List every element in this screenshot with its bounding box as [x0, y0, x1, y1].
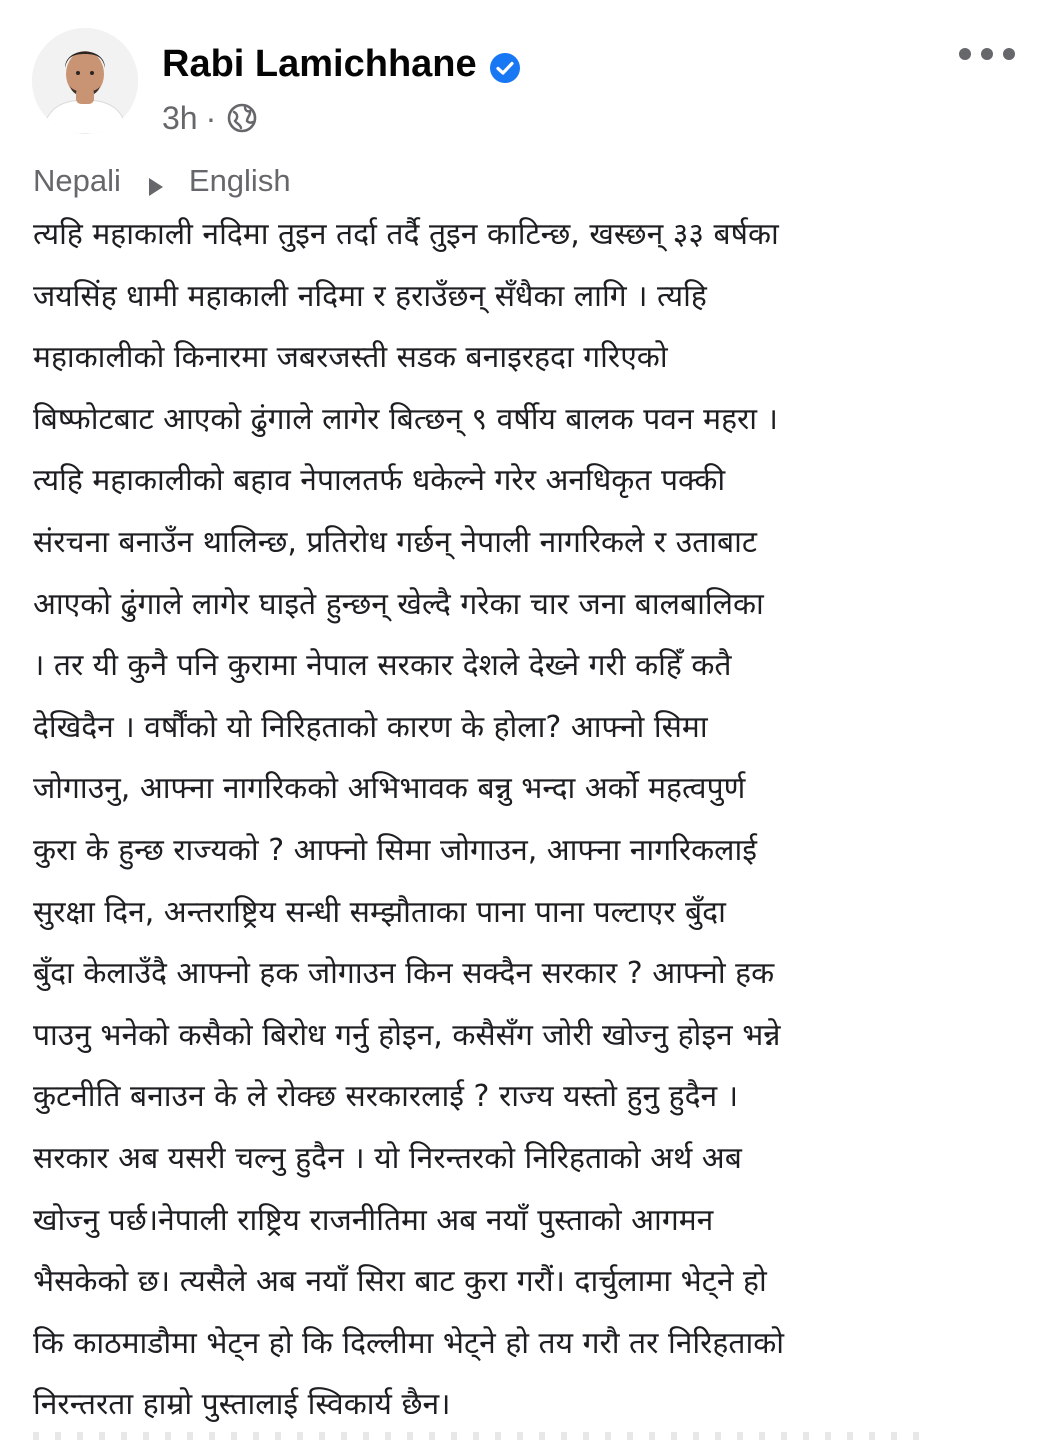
post-text-line: देखिदैन । वर्षौंको यो निरिहताको कारण के होला? आफ्नो सिमा	[33, 709, 708, 745]
post-text-line: आएको ढुंगाले लागेर घाइते हुन्छन् खेल्दै गरेका चार जना बालबालिका	[33, 586, 764, 622]
post-text-line: खोज्नु पर्छ।नेपाली राष्ट्रिय राजनीतिमा अब नयाँ पुस्ताको आगमन	[33, 1202, 714, 1238]
more-horizontal-icon	[981, 48, 993, 60]
see-translation-link[interactable]: English	[188, 163, 291, 198]
post-text-line: सरकार अब यसरी चल्नु हुदैन । यो निरन्तरको निरिहताको अर्थ अब	[33, 1140, 742, 1176]
post-text-line: जयसिंह धामी महाकाली नदिमा र हराउँछन् सँधैका लागि । त्यहि	[33, 278, 707, 314]
post-text-line: बिष्फोटबाट आएको ढुंगाले लागेर बित्छन् ९ वर्षीय बालक पवन महरा ।	[33, 401, 778, 437]
next-line-fragment	[33, 1432, 933, 1440]
post-timestamp[interactable]: 3h	[162, 99, 198, 136]
play-arrow-icon	[147, 170, 165, 192]
post-meta	[162, 96, 258, 140]
post-text-line: कुटनीति बनाउन के ले रोक्छ सरकारलाई ? राज्य यस्तो हुनु हुदैन ।	[33, 1079, 739, 1115]
author-name-text[interactable]: Rabi Lamichhane	[162, 43, 477, 85]
more-options-button[interactable]	[959, 36, 1015, 72]
more-horizontal-icon	[959, 48, 971, 60]
post-header	[0, 0, 1041, 150]
post-text-line: बुँदा केलाउँदै आफ्नो हक जोगाउन किन सक्दैन सरकार ? आफ्नो हक	[33, 956, 775, 992]
post-text-line: कि काठमाडौमा भेट्न हो कि दिल्लीमा भेट्ने हो तय गरौ तर निरिहताको	[33, 1325, 785, 1361]
post-text-line: महाकालीको किनारमा जबरजस्ती सडक बनाइरहदा गरिएको	[33, 340, 668, 376]
translation-bar	[33, 160, 291, 202]
post-body-text	[33, 204, 1018, 1436]
post-text-line: भैसकेको छ। त्यसैले अब नयाँ सिरा बाट कुरा गरौं। दार्चुलामा भेट्ने हो	[33, 1264, 767, 1300]
meta-separator: ·	[205, 99, 217, 136]
verified-badge-icon	[489, 48, 521, 80]
post-text-line: त्यहि महाकाली नदिमा तुइन तर्दा तर्दै तुइन काटिन्छ, खस्छन् ३३ बर्षका	[33, 217, 779, 252]
post-text-line: पाउनु भनेको कसैको बिरोध गर्नु होइन, कसैसँग जोरी खोज्नु होइन भन्ने	[33, 1017, 781, 1053]
globe-icon[interactable]	[226, 102, 258, 134]
post-text-line: कुरा के हुन्छ राज्यको ? आफ्नो सिमा जोगाउन, आफ्ना नागरिकलाई	[33, 832, 758, 868]
avatar[interactable]	[32, 28, 138, 134]
post-text-line: त्यहि महाकालीको बहाव नेपालतर्फ धकेल्ने गरेर अनधिकृत पक्की	[33, 463, 726, 499]
author-name[interactable]	[162, 40, 521, 88]
more-horizontal-icon	[1003, 48, 1015, 60]
post-text-line: निरन्तरता हाम्रो पुस्तालाई स्विकार्य छैन।	[33, 1387, 451, 1423]
avatar-image	[32, 28, 138, 134]
post-text-line: । तर यी कुनै पनि कुरामा नेपाल सरकार देशले देख्ने गरी कहिँ कतै	[33, 648, 732, 684]
post-text-line: सुरक्षा दिन, अन्तराष्ट्रिय सन्धी सम्झौताका पाना पाना पल्टाएर बुँदा	[33, 894, 726, 930]
translation-source-language: Nepali	[33, 163, 121, 198]
post-text-line: संरचना बनाउँन थालिन्छ, प्रतिरोध गर्छन् नेपाली नागरिकले र उताबाट	[33, 524, 758, 560]
post-text-line: जोगाउनु, आफ्ना नागरिकको अभिभावक बन्नु भन्दा अर्को महत्वपुर्ण	[33, 771, 746, 807]
